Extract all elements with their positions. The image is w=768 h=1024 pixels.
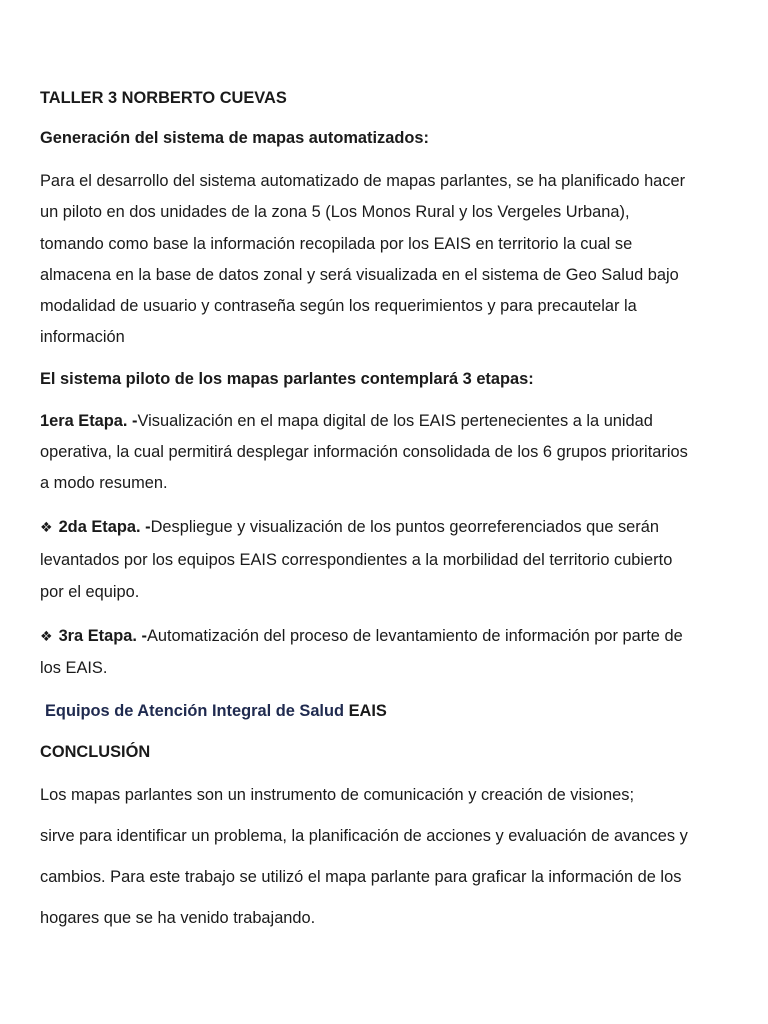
document-title: TALLER 3 NORBERTO CUEVAS xyxy=(40,89,287,107)
stage-label: 2da Etapa. - xyxy=(58,518,151,536)
stage-label: 3ra Etapa. - xyxy=(58,627,147,645)
stage-1-line: operativa, la cual permitirá desplegar información consolidada de los 6 grupos prioritarios xyxy=(40,443,688,461)
section-heading-generacion: Generación del sistema de mapas automatizados: xyxy=(40,129,429,147)
intro-line: tomando como base la información recopilada por los EAIS en territorio la cual se xyxy=(40,235,633,253)
stage-3-line: los EAIS. xyxy=(40,659,108,677)
conclusion-line: sirve para identificar un problema, la planificación de acciones y evaluación de avances y xyxy=(40,827,688,845)
conclusion-line: hogares que se ha venido trabajando. xyxy=(40,909,316,927)
eais-note xyxy=(45,701,387,721)
stage-3-first-line xyxy=(40,626,683,646)
diamond-bullet-icon: ❖ xyxy=(40,628,53,644)
intro-line: un piloto en dos unidades de la zona 5 (Los Monos Rural y los Vergeles Urbana), xyxy=(40,203,630,221)
stage-2-line: levantados por los equipos EAIS correspondientes a la morbilidad del territorio cubierto xyxy=(40,551,673,569)
stage-1-line: a modo resumen. xyxy=(40,474,168,492)
intro-line: Para el desarrollo del sistema automatizado de mapas parlantes, se ha planificado hacer xyxy=(40,172,686,190)
conclusion-heading: CONCLUSIÓN xyxy=(40,743,151,761)
intro-line: almacena en la base de datos zonal y será visualizada en el sistema de Geo Salud bajo xyxy=(40,266,679,284)
diamond-bullet-icon: ❖ xyxy=(40,519,53,535)
stage-2-first-line xyxy=(40,517,659,537)
intro-line: información xyxy=(40,328,125,346)
conclusion-line: cambios. Para este trabajo se utilizó el mapa parlante para graficar la información de los xyxy=(40,868,682,886)
eais-note-text: Equipos de Atención Integral de Salud xyxy=(45,702,345,720)
section-heading-etapas: El sistema piloto de los mapas parlantes contemplará 3 etapas: xyxy=(40,370,534,388)
stage-2-line: por el equipo. xyxy=(40,583,140,601)
eais-note-abbr: EAIS xyxy=(348,702,387,720)
intro-line: modalidad de usuario y contraseña según los requerimientos y para precautelar la xyxy=(40,297,637,315)
conclusion-line: Los mapas parlantes son un instrumento de comunicación y creación de visiones; xyxy=(40,786,635,804)
stage-1-first-line xyxy=(40,411,653,431)
stage-label: 1era Etapa. - xyxy=(40,412,138,430)
stage-text: Automatización del proceso de levantamiento de información por parte de xyxy=(146,627,683,645)
stage-text: Despliegue y visualización de los puntos georreferenciados que serán xyxy=(150,518,659,536)
stage-text: Visualización en el mapa digital de los EAIS pertenecientes a la unidad xyxy=(137,412,653,430)
